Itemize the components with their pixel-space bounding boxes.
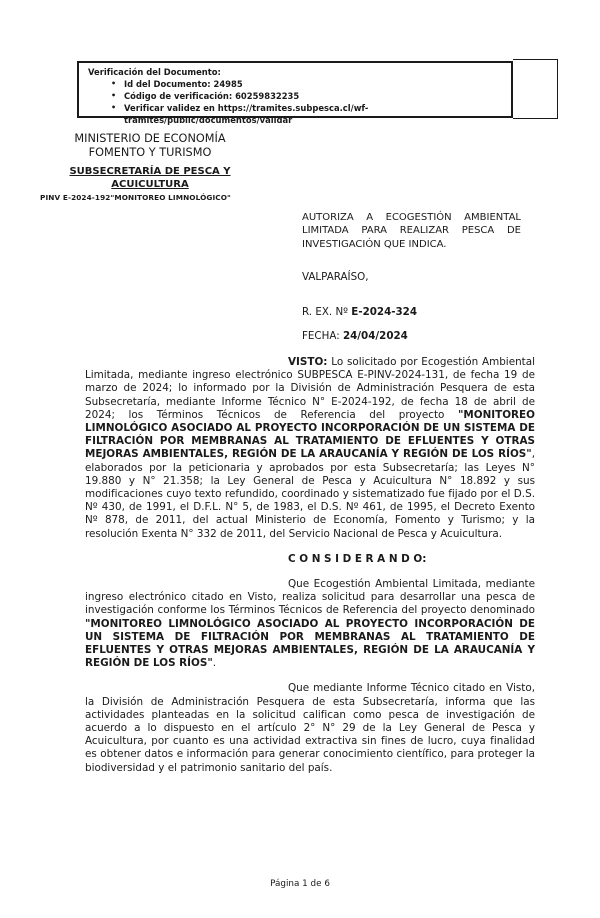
verification-box xyxy=(77,61,513,125)
verification-code: Código de verificación: 60259832235 xyxy=(124,91,300,101)
city-line: VALPARAÍSO, xyxy=(302,271,369,283)
page-number: Página 1 de 6 xyxy=(270,879,330,889)
project-reference: PINV E-2024-192"MONITOREO LIMNOLÓGICO" xyxy=(40,193,231,202)
ministry-line1: MINISTERIO DE ECONOMÍA xyxy=(74,132,226,145)
resolution-date-line xyxy=(302,330,408,342)
ministry-header xyxy=(30,132,270,191)
visto-paragraph: VISTO: Lo solicitado por Ecogestión Ambiental Limitada, mediante ingreso electrónico SUBPESCA E-PINV-2024-131, de fecha 19 de marzo de 2024; lo informado por la División de Administración Pesquera de esta Subsecretaría, mediante Informe Técnico N° E-2024-192, de fecha 18 de abril de 2024; los Términos Técnicos de Referencia del proyecto "MONITOREO LIMNOLÓGICO ASOCIADO AL PROYECTO INCORPORACIÓN DE UN SISTEMA DE FILTRACIÓN POR MEMBRANAS AL TRATAMIENTO DE EFLUENTES Y OTRAS MEJORAS AMBIENTALES, REGIÓN DE LA ARAUCANÍA Y REGIÓN DE LOS RÍOS", elaborados por la peticionaria y aprobados por esta Subsecretaría; las Leyes N° 19.880 y N° 21.358; la Ley General de Pesca y Acuicultura N° 18.892 y sus modificaciones cuyo texto refundido, coordinado y sistematizado fue fijado por el D.S. Nº 430, de 1991, el D.F.L. N° 5, de 1983, el D.S. Nº 461, de 1995, el Decreto Exento Nº 878, de 2011, del actual Ministerio de Economía, Fomento y Turismo; y la resolución Exenta N° 332 de 2011, del Servicio Nacional de Pesca y Acuicultura. xyxy=(85,356,535,540)
bullet-icon: • xyxy=(111,79,117,88)
ministry-line2: FOMENTO Y TURISMO xyxy=(88,146,212,159)
verification-code-row xyxy=(111,90,507,102)
date-value: 24/04/2024 xyxy=(342,330,408,342)
resolution-number-label: R. EX. Nº xyxy=(302,306,352,318)
resolution-number-line xyxy=(302,306,417,318)
resolution-subject: AUTORIZA A ECOGESTIÓN AMBIENTAL LIMITADA PARA REALIZAR PESCA DE INVESTIGACIÓN QUE INDICA. xyxy=(302,212,521,250)
considerando-paragraph-2: Que mediante Informe Técnico citado en Visto, la División de Administración Pesquera de esta Subsecretaría, informa que las actividades planteadas en la solicitud califican como pesca de investigación de acuerdo a lo dispuesto en el artículo 2° N° 29 de la Ley General de Pesca y Acuicultura, por cuanto es una actividad extractiva sin fines de lucro, cuya finalidad es obtener datos e información para generar conocimiento científico, para proteger la biodiversidad y el patrimonio sanitario del país. xyxy=(85,682,535,774)
verification-box-right-cell xyxy=(513,59,558,119)
document-body xyxy=(85,356,535,787)
verification-doc-id-row xyxy=(111,78,507,90)
subsecretaria-title: SUBSECRETARÍA DE PESCA Y ACUICULTURA xyxy=(69,166,231,190)
verification-url: Verificar validez en https://tramites.subpesca.cl/wf-tramites/public/documentos/validar xyxy=(124,103,369,125)
verification-url-row xyxy=(111,102,507,126)
considerando-heading: C O N S I D E R A N D O: xyxy=(288,552,427,565)
verification-title: Verificación del Documento: xyxy=(88,67,221,77)
resolution-number-value: E-2024-324 xyxy=(351,306,418,318)
bullet-icon: • xyxy=(111,91,117,100)
date-label: FECHA: xyxy=(302,330,343,342)
bullet-icon: • xyxy=(111,103,117,112)
verification-doc-id: Id del Documento: 24985 xyxy=(124,79,243,89)
considerando-paragraph-1: Que Ecogestión Ambiental Limitada, mediante ingreso electrónico citado en Visto, realiza solicitud para desarrollar una pesca de investigación conforme los Términos Técnicos de Referencia del proyecto denominado "MONITOREO LIMNOLÓGICO ASOCIADO AL PROYECTO INCORPORACIÓN DE UN SISTEMA DE FILTRACIÓN POR MEMBRANAS AL TRATAMIENTO DE EFLUENTES Y OTRAS MEJORAS AMBIENTALES, REGIÓN DE LA ARAUCANÍA Y REGIÓN DE LOS RÍOS". xyxy=(85,578,535,670)
